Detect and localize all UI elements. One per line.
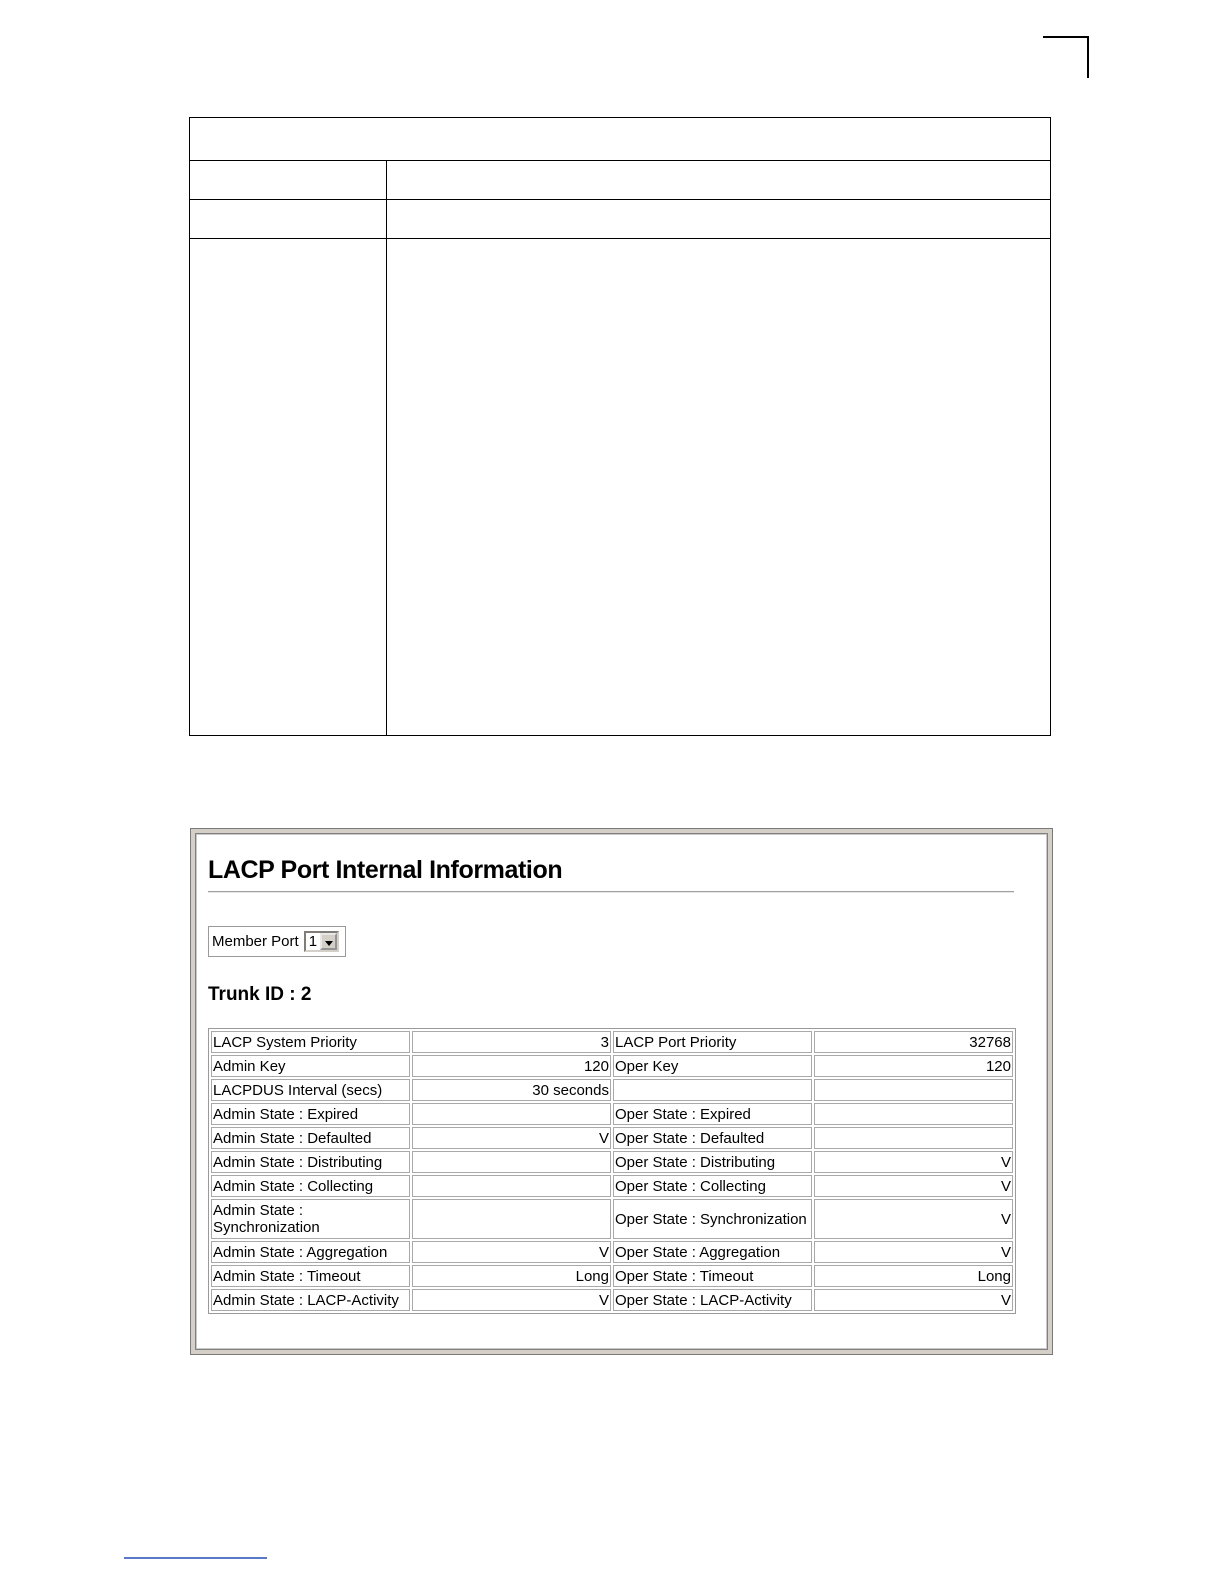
row-value [412, 1175, 611, 1197]
row-value: V [412, 1127, 611, 1149]
row-label: Oper State : Synchronization [613, 1199, 812, 1239]
row-label: Admin Key [211, 1055, 410, 1077]
row-label: LACPDUS Interval (secs) [211, 1079, 410, 1101]
table-row [211, 1265, 1013, 1287]
row-label: Oper State : Expired [613, 1103, 812, 1125]
table-rule [190, 199, 1050, 200]
table-row [211, 1151, 1013, 1173]
row-label: Oper State : Collecting [613, 1175, 812, 1197]
member-port-value: 1 [308, 933, 318, 950]
row-value [412, 1103, 611, 1125]
member-port-group [208, 926, 346, 957]
row-value [412, 1199, 611, 1239]
row-value: V [814, 1199, 1013, 1239]
row-value: V [814, 1241, 1013, 1263]
web-panel [195, 833, 1048, 1350]
row-label: Admin State : Expired [211, 1103, 410, 1125]
crop-mark-horizontal [1043, 36, 1089, 38]
member-port-select[interactable] [304, 931, 339, 952]
row-value: 3 [412, 1031, 611, 1053]
page-title: LACP Port Internal Information [208, 856, 563, 884]
row-value: V [412, 1241, 611, 1263]
row-label: Oper State : LACP-Activity [613, 1289, 812, 1311]
row-label: Oper State : Aggregation [613, 1241, 812, 1263]
row-value [814, 1127, 1013, 1149]
table-row [211, 1199, 1013, 1239]
row-label [613, 1079, 812, 1101]
table-rule [190, 160, 1050, 161]
footer-rule [124, 1557, 267, 1559]
row-label: Admin State : Aggregation [211, 1241, 410, 1263]
member-port-label: Member Port [212, 933, 299, 950]
row-value: 32768 [814, 1031, 1013, 1053]
title-divider [208, 891, 1014, 893]
row-label: Admin State : LACP-Activity [211, 1289, 410, 1311]
row-value: V [814, 1289, 1013, 1311]
row-value: V [814, 1175, 1013, 1197]
row-value [814, 1103, 1013, 1125]
chevron-down-icon[interactable] [320, 933, 337, 950]
table-row [211, 1055, 1013, 1077]
row-value: Long [412, 1265, 611, 1287]
row-label: Admin State : Synchronization [211, 1199, 410, 1239]
table-row [211, 1103, 1013, 1125]
row-value: 120 [412, 1055, 611, 1077]
lacp-info-table [208, 1028, 1016, 1314]
row-label: Admin State : Collecting [211, 1175, 410, 1197]
row-label: LACP System Priority [211, 1031, 410, 1053]
table-row [211, 1031, 1013, 1053]
crop-mark-vertical [1087, 36, 1089, 78]
row-value: V [412, 1289, 611, 1311]
row-label: LACP Port Priority [613, 1031, 812, 1053]
row-value: 120 [814, 1055, 1013, 1077]
row-label: Oper State : Defaulted [613, 1127, 812, 1149]
table-row [211, 1127, 1013, 1149]
row-value [814, 1079, 1013, 1101]
row-value: 30 seconds [412, 1079, 611, 1101]
table-rule [190, 238, 1050, 239]
row-value: V [814, 1151, 1013, 1173]
row-label: Oper State : Timeout [613, 1265, 812, 1287]
row-label: Oper State : Distributing [613, 1151, 812, 1173]
row-label: Admin State : Defaulted [211, 1127, 410, 1149]
table-row [211, 1175, 1013, 1197]
trunk-id: Trunk ID : 2 [208, 984, 312, 1005]
table-row [211, 1079, 1013, 1101]
row-value [412, 1151, 611, 1173]
row-label: Admin State : Distributing [211, 1151, 410, 1173]
document-table [189, 117, 1051, 736]
row-value: Long [814, 1265, 1013, 1287]
row-label: Oper Key [613, 1055, 812, 1077]
table-row [211, 1241, 1013, 1263]
screenshot-frame [190, 828, 1053, 1355]
table-row [211, 1289, 1013, 1311]
row-label: Admin State : Timeout [211, 1265, 410, 1287]
table-column-divider [386, 160, 387, 735]
